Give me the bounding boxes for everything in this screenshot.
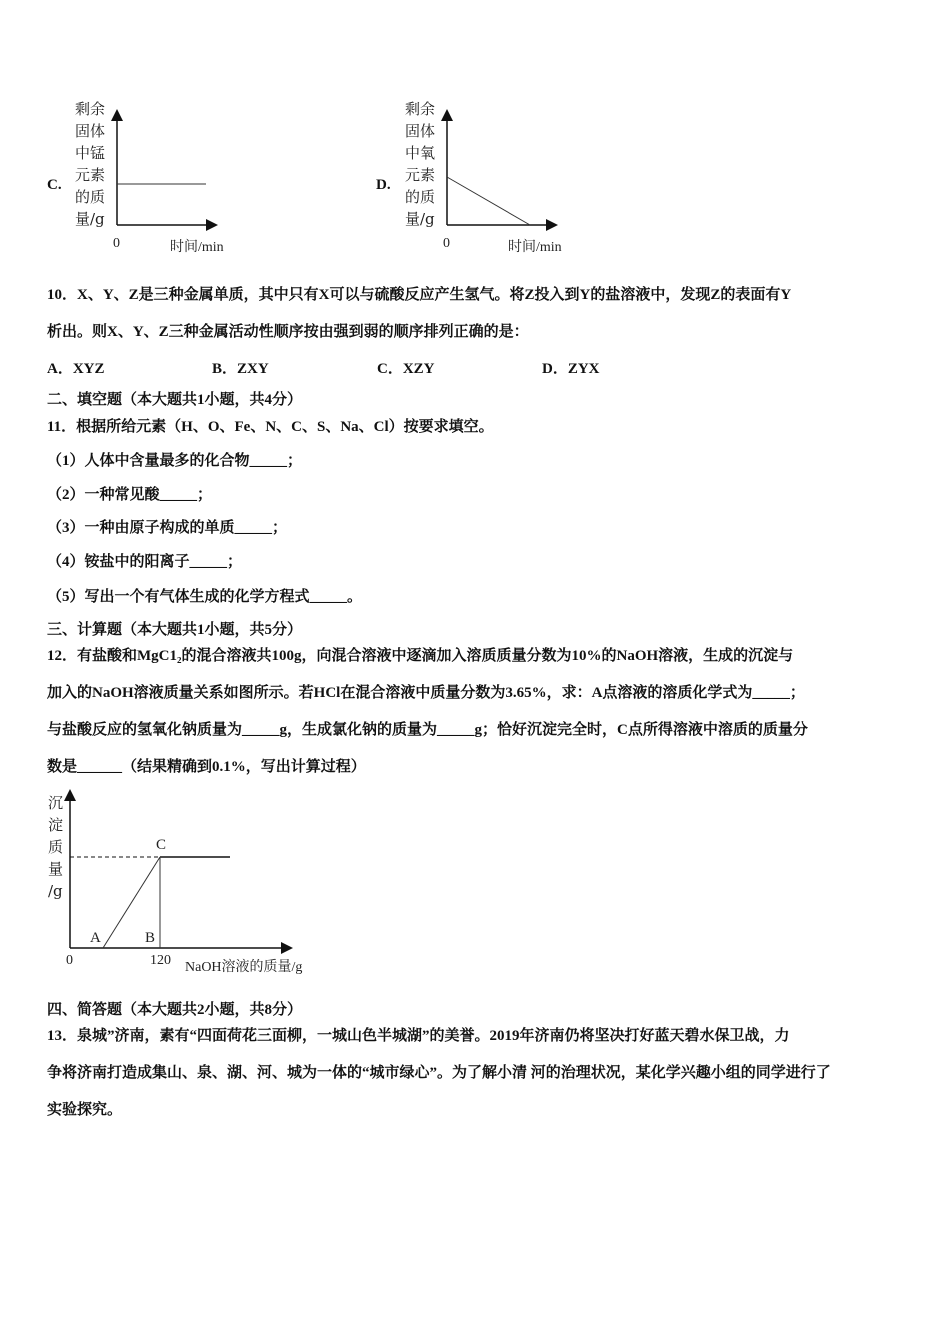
point-c-label: C	[156, 837, 167, 853]
graph12-origin: 0	[66, 953, 73, 968]
ylabel-line: 沉	[48, 794, 64, 812]
graph12-tick-120: 120	[150, 953, 171, 968]
graph12-ylabel	[48, 792, 63, 902]
ylabel-line: 元素	[75, 166, 106, 184]
q11-item: （1）人体中含量最多的化合物_____；	[47, 453, 303, 469]
q10-option-d: D．ZYX	[542, 361, 600, 377]
graph-d-xlabel: 时间/min	[508, 240, 562, 255]
q12-line: 数是______（结果精确到0.1%，写出计算过程）	[47, 759, 366, 775]
ylabel-line: 量	[48, 860, 64, 878]
ylabel-line: 中锰	[75, 144, 106, 162]
ylabel-line: 量/g	[75, 210, 105, 228]
graph12-xlabel: NaOH溶液的质量/g	[185, 960, 303, 975]
q12-line: 与盐酸反应的氢氧化钠质量为_____g，生成氯化钠的质量为_____g；恰好沉淀完全时，C点所得溶液中溶质的质量分	[47, 722, 808, 738]
q12-line: 加入的NaOH溶液质量关系如图所示。若HCl在混合溶液中质量分数为3.65%，求：A点溶液的溶质化学式为_____；	[47, 685, 805, 701]
option-c-label: C.	[47, 177, 62, 193]
ylabel-line: 中氧	[405, 144, 436, 162]
section-2-heading: 二、填空题（本大题共1小题，共4分）	[47, 392, 303, 408]
ylabel-line: 固体	[75, 122, 106, 140]
q11-item: （3）一种由原子构成的单质_____；	[47, 520, 288, 536]
graph-c-ylabel	[75, 98, 105, 230]
q10-option-b: B．ZXY	[212, 361, 269, 377]
graph12-axes	[70, 792, 290, 948]
ylabel-line: 剩余	[405, 100, 436, 118]
ylabel-line: 量/g	[405, 210, 435, 228]
section-3-heading: 三、计算题（本大题共1小题，共5分）	[47, 622, 303, 638]
q10-line1: 10．X、Y、Z是三种金属单质，其中只有X可以与硫酸反应产生氢气。将Z投入到Y的盐溶液中，发现Z的表面有Y	[47, 287, 792, 303]
q10-line2: 析出。则X、Y、Z三种金属活动性顺序按由强到弱的顺序排列正确的是：	[47, 324, 529, 340]
point-b-label: B	[145, 930, 156, 946]
ylabel-line: 剩余	[75, 100, 106, 118]
q12-line: 12．有盐酸和MgC1₂的混合溶液共100g，向混合溶液中逐滴加入溶质质量分数为10%的NaOH溶液，生成的沉淀与	[47, 648, 794, 664]
ylabel-line: 淀	[48, 816, 64, 834]
ylabel-line: 的质	[75, 188, 106, 206]
q13-line: 13．泉城”济南，素有“四面荷花三面柳，一城山色半城湖”的美誉。2019年济南仍将坚决打好蓝天碧水保卫战，力	[47, 1028, 790, 1044]
ylabel-line: 质	[48, 838, 64, 856]
ylabel-line: 固体	[405, 122, 436, 140]
ylabel-line: 的质	[405, 188, 436, 206]
q10-option-a: A．XYZ	[47, 361, 105, 377]
option-d-label: D.	[376, 177, 391, 193]
ylabel-line: 元素	[405, 166, 436, 184]
graph-c-axes	[117, 112, 215, 225]
graph-d-origin: 0	[443, 236, 450, 251]
q10-option-c: C．XZY	[377, 361, 435, 377]
q13-line: 实验探究。	[47, 1102, 123, 1118]
ylabel-line: /g	[48, 882, 63, 900]
graph-c-xlabel: 时间/min	[170, 240, 224, 255]
graph-c-origin: 0	[113, 236, 120, 251]
graph-d-line	[447, 177, 530, 225]
q11-item: （4）铵盐中的阳离子_____；	[47, 554, 243, 570]
q11-item: （5）写出一个有气体生成的化学方程式_____。	[47, 589, 363, 605]
q11-stem: 11．根据所给元素（H、O、Fe、N、C、S、Na、Cl）按要求填空。	[47, 419, 494, 435]
point-a-label: A	[90, 930, 101, 946]
q11-item: （2）一种常见酸_____；	[47, 487, 213, 503]
graph-d-ylabel	[405, 98, 435, 230]
section-4-heading: 四、简答题（本大题共2小题，共8分）	[47, 1002, 303, 1018]
q13-line: 争将济南打造成集山、泉、湖、河、城为一体的“城市绿心”。为了解小清 河的治理状况，某化学兴趣小组的同学进行了	[47, 1065, 831, 1081]
